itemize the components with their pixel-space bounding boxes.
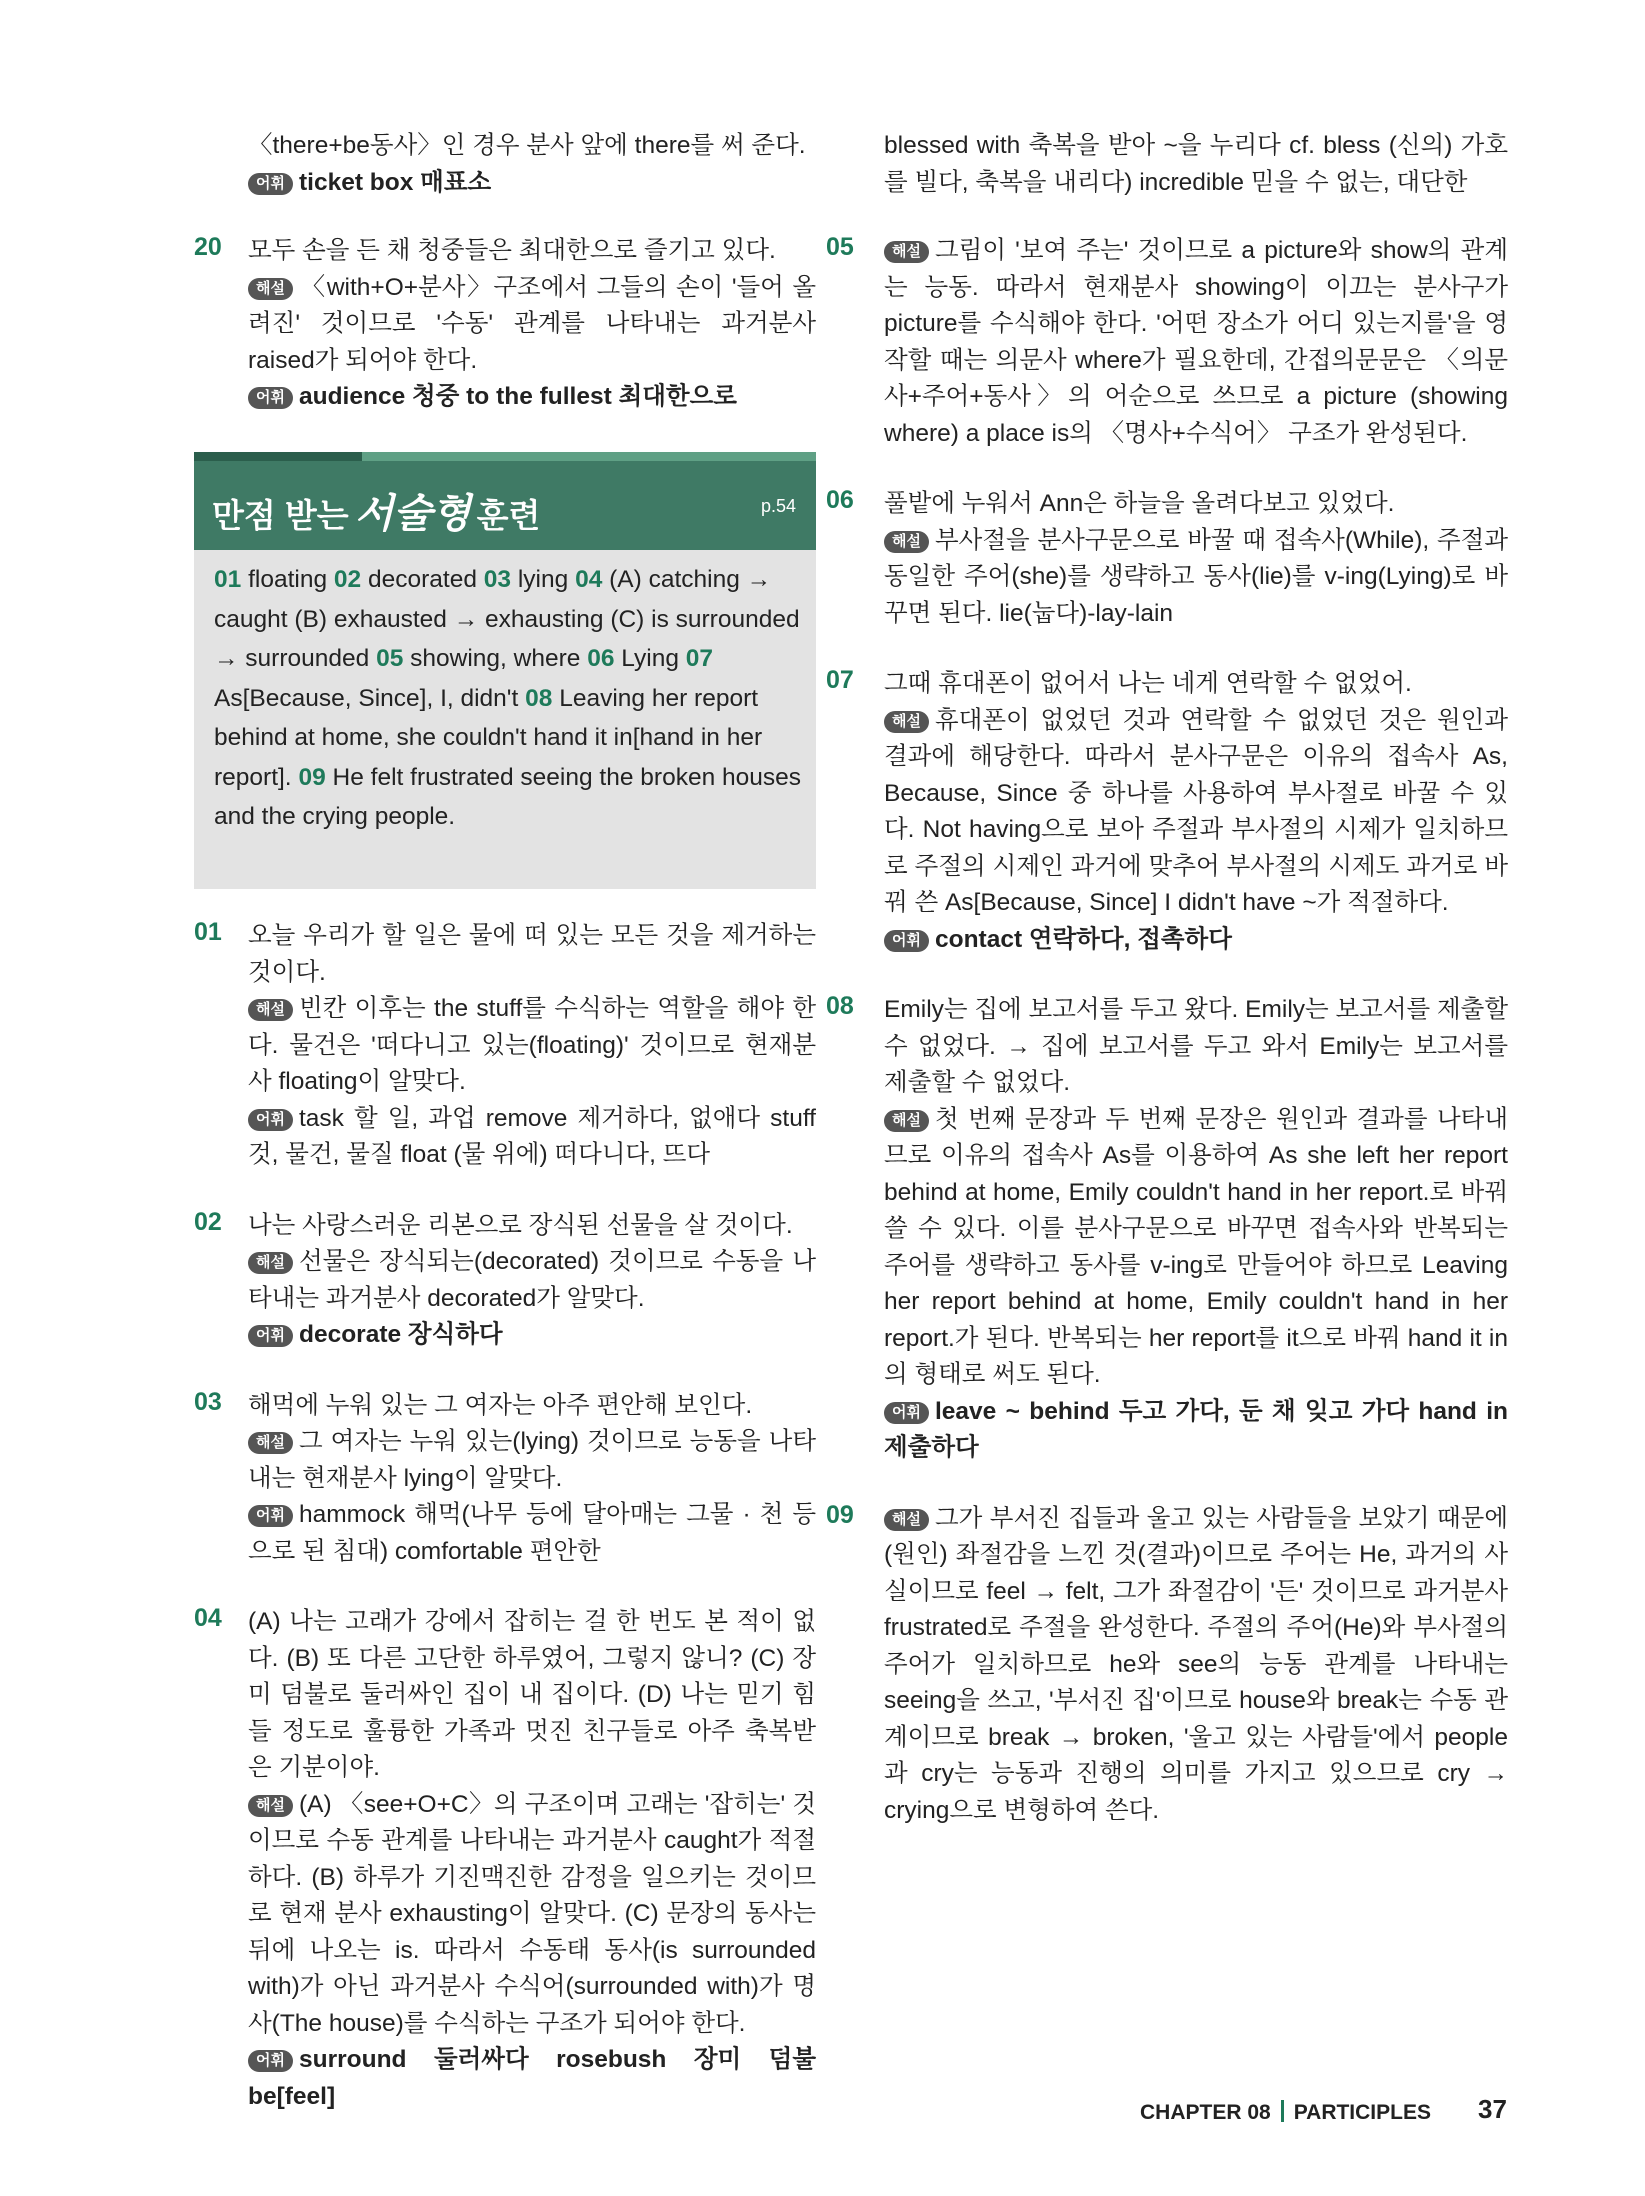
vocab-badge: 어휘	[884, 1402, 929, 1424]
q08-sentence: Emily는 집에 보고서를 두고 왔다. Emily는 보고서를 제출할 수 없었다. → 집에 보고서를 두고 와서 Emily는 보고서를 제출할 수 없었다.	[884, 996, 1508, 1096]
q03-number: 03	[194, 1387, 222, 1416]
answer-number: 09	[298, 763, 326, 791]
explain-badge: 해설	[248, 278, 293, 300]
answer-item	[214, 764, 801, 831]
answer-number: 02	[333, 566, 362, 593]
q06-number: 06	[826, 486, 854, 514]
q02-sentence: 나는 사랑스러운 리본으로 장식된 선물을 살 것이다.	[248, 1211, 793, 1239]
answer-box-page: p.54	[760, 496, 796, 516]
vocab-badge: 어휘	[248, 387, 293, 409]
q19-vocab: 어휘 ticket box 매표소	[248, 165, 816, 202]
answer-number: 04	[575, 566, 603, 593]
answer-item	[334, 566, 484, 593]
q07-number: 07	[826, 666, 854, 694]
q09	[826, 1501, 1508, 1830]
vocab-badge: 어휘	[248, 173, 293, 195]
q20-explain: 해설 〈with+O+분사〉구조에서 그들의 손이 '들어 올려진' 것이므로 '수동' 관계를 나타내는 과거분사 raised가 되어야 한다.	[248, 273, 816, 374]
explain-badge: 해설	[248, 1432, 293, 1454]
footer-title: PARTICIPLES	[1293, 2101, 1431, 2124]
answer-number: 03	[483, 566, 512, 593]
page-number: 37	[1478, 2094, 1507, 2124]
footer-separator	[1281, 2100, 1284, 2122]
q06-sentence: 풀밭에 누워서 Ann은 하늘을 올려다보고 있었다.	[884, 490, 1395, 517]
q06	[826, 486, 1508, 632]
q07-vocab: 어휘 contact 연락하다, 접촉하다	[884, 922, 1508, 959]
footer-chapter: CHAPTER 08	[1140, 2101, 1271, 2124]
q20	[194, 233, 816, 416]
answer-text: showing, where	[410, 645, 581, 672]
answer-item	[214, 566, 334, 593]
q03-vocab: 어휘 hammock 해먹(나무 등에 달아매는 그물 · 천 등으로 된 침대) comfortable 편안한	[248, 1501, 816, 1565]
header-strip-light	[362, 452, 816, 461]
vocab-badge: 어휘	[248, 2050, 293, 2072]
q20-number: 20	[194, 233, 222, 261]
q19-continuation	[194, 128, 816, 201]
q03-explain: 해설 그 여자는 누워 있는(lying) 것이므로 능동을 나타내는 현재분사 lying이 알맞다.	[248, 1428, 816, 1492]
explain-badge: 해설	[884, 711, 929, 733]
answer-text: He felt frustrated seeing the broken houses and the crying people.	[214, 763, 802, 830]
q02	[194, 1208, 816, 1354]
answer-text: As[Because, Since], I, didn't	[214, 684, 519, 712]
explain-badge: 해설	[248, 999, 293, 1021]
q01-sentence: 오늘 우리가 할 일은 물에 떠 있는 모든 것을 제거하는 것이다.	[248, 922, 816, 986]
q20-sentence: 모두 손을 든 채 청중들은 최대한으로 즐기고 있다.	[248, 237, 776, 264]
page-footer	[1140, 2100, 1520, 2125]
q02-number: 02	[194, 1207, 222, 1236]
q08	[826, 992, 1508, 1467]
answer-number: 05	[376, 645, 404, 672]
q04-vocab: 어휘 surround 둘러싸다 rosebush 장미 덤불 be[feel]	[248, 2046, 816, 2110]
q04-number: 04	[194, 1604, 222, 1632]
q01	[194, 918, 816, 1174]
q03-sentence: 해먹에 누워 있는 그 여자는 아주 편안해 보인다.	[248, 1391, 753, 1419]
explain-badge: 해설	[248, 1252, 293, 1274]
q05-number: 05	[826, 233, 854, 261]
q05-explain: 해설 그림이 '보여 주는' 것이므로 a picture와 show의 관계는 능동. 따라서 현재분사 showing이 이끄는 분사구가 picture를 수식해야 한다. '어떤 장소가 어디 있는지를'을 영작할 때는 의문사 where가 필요한데, 간접의문문은 〈의문사+주어+동사〉의 어순으로 쓰므로 a picture (showing where) a place is의 〈명사+수식어〉 구조가 완성된다.	[884, 237, 1508, 447]
answer-item	[484, 566, 575, 593]
q03	[194, 1388, 816, 1571]
answer-text: Leaving her report behind at home, she couldn't hand it in[hand in her report].	[214, 684, 763, 791]
q01-vocab: 어휘 task 할 일, 과업 remove 제거하다, 없애다 stuff 것, 물건, 물질 float (물 위에) 떠다니다, 뜨다	[248, 1104, 816, 1168]
answer-box	[194, 452, 816, 889]
q01-explain: 해설 빈칸 이후는 the stuff를 수식하는 역할을 해야 한다. 물건은 '떠다니고 있는(floating)' 것이므로 현재분사 floating이 알맞다.	[248, 995, 816, 1095]
q07-sentence: 그때 휴대폰이 없어서 나는 네게 연락할 수 없었어.	[884, 670, 1412, 697]
answer-number: 01	[214, 566, 242, 593]
q02-explain: 해설 선물은 장식되는(decorated) 것이므로 수동을 나타내는 과거분사 decorated가 알맞다.	[248, 1248, 816, 1312]
answer-number: 06	[587, 645, 615, 672]
q04-vocab-continuation: blessed with 축복을 받아 ~을 누리다 cf. bless (신의) 가호를 빌다, 축복을 내리다) incredible 믿을 수 없는, 대단한	[884, 132, 1508, 196]
left-column-lower	[194, 918, 816, 2115]
q19-explain-tail: 〈there+be동사〉인 경우 분사 앞에 there를 써 준다.	[248, 132, 806, 159]
explain-badge: 해설	[884, 1509, 929, 1531]
vocab-badge: 어휘	[884, 930, 929, 952]
q04	[194, 1604, 816, 2115]
q04-explain: 해설 (A) 〈see+O+C〉의 구조이며 고래는 '잡히는' 것이므로 수동 관계를 나타내는 과거분사 caught가 적절하다. (B) 하루가 기진맥진한 감정을 일으키는 것이므로 현재 분사 exhausting이 알맞다. (C) 문장의 동사는 뒤에 나오는 is. 따라서 수동태 동사(is surrounded with)가 아닌 과거분사 수식어(surrounded with)가 명사(The house)를 수식하는 구조가 되어야 한다.	[248, 1790, 816, 2037]
q08-vocab: 어휘 leave ~ behind 두고 가다, 둔 채 잊고 가다 hand in 제출하다	[884, 1397, 1508, 1461]
q08-number: 08	[826, 992, 854, 1020]
answer-list	[214, 560, 804, 837]
answer-number: 07	[685, 645, 714, 672]
answer-box-header	[194, 452, 816, 550]
q07-explain: 해설 휴대폰이 없었던 것과 연락할 수 없었던 것은 원인과 결과에 해당한다. 따라서 분사구문은 이유의 접속사 As, Because, Since 중 하나를 사용하여 부사절로 바꿀 수 있다. Not having으로 보아 주절과 부사절의 시제가 일치하므로 주절의 시제인 과거에 맞추어 부사절의 시제도 과거로 바꿔 쓴 As[Because, Since] I didn't have ~가 적절하다.	[884, 706, 1508, 916]
q09-number: 09	[826, 1500, 854, 1529]
explain-badge: 해설	[884, 241, 929, 263]
answer-text: (A) catching → caught (B) exhausted → exhausting (C) is surrounded → surrounded	[214, 566, 800, 672]
explain-badge: 해설	[884, 1110, 929, 1132]
q05	[826, 233, 1508, 452]
answer-text: decorated	[367, 566, 477, 593]
q04-sentence: (A) 나는 고래가 강에서 잡히는 걸 한 번도 본 적이 없다. (B) 또 다른 고단한 하루였어, 그렇지 않니? (C) 장미 덤불로 둘러싸인 집이 내 집이다. (D) 나는 믿기 힘들 정도로 훌륭한 가족과 멋진 친구들로 아주 축복받은 기분이야.	[248, 1608, 816, 1781]
q08-explain: 해설 첫 번째 문장과 두 번째 문장은 원인과 결과를 나타내므로 이유의 접속사 As를 이용하여 As she left her report behind at home, Emily couldn't hand in her report.로 바꿔 쓸 수 있다. 이를 분사구문으로 바꾸면 접속사와 반복되는 주어를 생략하고 동사를 v-ing로 만들어야 하므로 Leaving her report behind at home, Emily couldn't hand in her report.가 된다. 반복되는 her report를 it으로 바꿔 hand it in의 형태로 써도 된다.	[884, 1105, 1508, 1388]
q02-vocab: 어휘 decorate 장식하다	[248, 1317, 816, 1354]
vocab-badge: 어휘	[248, 1505, 293, 1527]
answer-text: Lying	[621, 645, 679, 672]
q01-number: 01	[194, 918, 222, 946]
header-strip-dark	[194, 452, 362, 461]
right-column	[826, 128, 1508, 1829]
answer-text: floating	[248, 566, 328, 593]
answer-text: lying	[517, 566, 569, 593]
q06-explain: 해설 부사절을 분사구문으로 바꿀 때 접속사(While), 주절과 동일한 주어(she)를 생략하고 동사(lie)를 v-ing(Lying)로 바꾸면 된다. lie(눕다)-lay-lain	[884, 526, 1508, 627]
answer-box-title: 만점 받는 서술형 훈련	[212, 490, 541, 537]
q07	[826, 666, 1508, 958]
answer-item	[376, 645, 587, 672]
explain-badge: 해설	[248, 1795, 293, 1817]
q09-explain: 해설 그가 부서진 집들과 울고 있는 사람들을 보았기 때문에(원인) 좌절감을 느낀 것(결과)이므로 주어는 He, 과거의 사실이므로 feel → felt, 그가 좌절감이 '든' 것이므로 과거분사 frustrated로 주절을 완성한다. 주절의 주어(He)와 부사절의 주어가 일치하므로 he와 see의 능동 관계를 나타내는 seeing을 쓰고, '부서진 집'이므로 house와 break는 수동 관계이므로 break → broken, '울고 있는 사람들'에서 people과 cry는 능동과 진행의 의미를 가지고 있으므로 cry → crying으로 변형하여 쓴다.	[884, 1504, 1508, 1824]
answer-item	[587, 645, 686, 672]
vocab-badge: 어휘	[248, 1109, 293, 1131]
q20-vocab: 어휘 audience 청중 to the fullest 최대한으로	[248, 379, 816, 416]
left-column	[194, 128, 816, 416]
vocab-badge: 어휘	[248, 1325, 293, 1347]
explain-badge: 해설	[884, 531, 929, 553]
answer-number: 08	[525, 684, 553, 712]
